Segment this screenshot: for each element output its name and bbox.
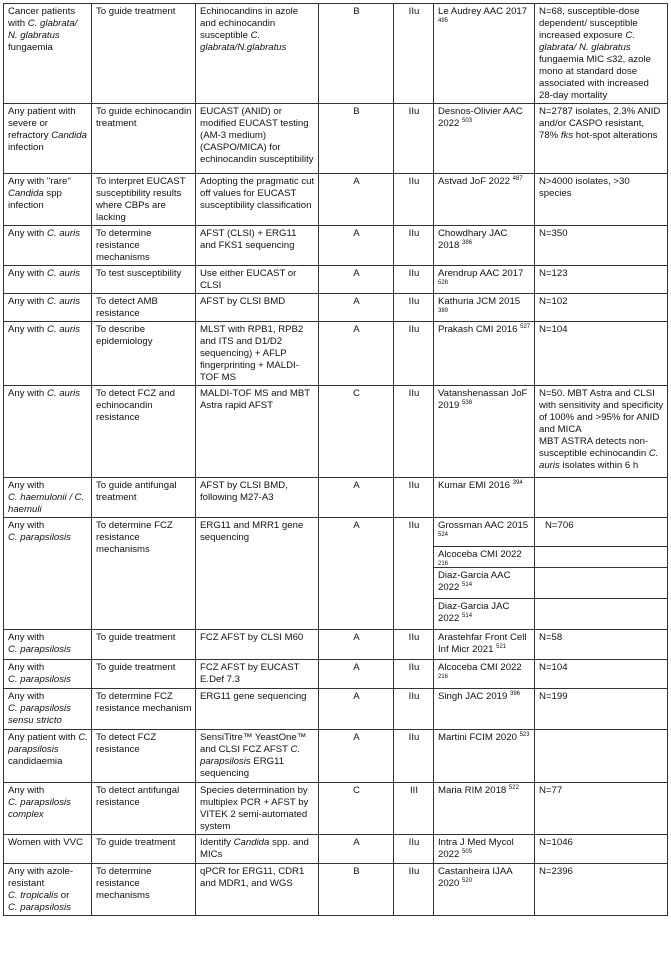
comment-cell: N=102 (535, 294, 668, 322)
comment-cell: N=123 (535, 266, 668, 294)
reference-cell (434, 835, 535, 864)
strength-cell: A (319, 174, 394, 226)
purpose-cell: To guide treatment (92, 4, 196, 104)
reference-cell (434, 864, 535, 916)
population-cell: Any with "rare" Candida spp infection (4, 174, 92, 226)
reference-text: Astvad JoF 2022 (438, 176, 513, 187)
purpose-cell: To determine resistance mechanisms (92, 864, 196, 916)
population-cell: Any with C. auris (4, 386, 92, 478)
reference-cell (434, 478, 535, 518)
reference-text: Maria RIM 2018 (438, 785, 509, 796)
table-row (4, 226, 668, 266)
quality-cell: IIu (394, 478, 434, 518)
purpose-cell: To guide echinocandin treatment (92, 104, 196, 174)
purpose-cell: To determine FCZ resistance mechanisms (92, 518, 196, 630)
test-cell: qPCR for ERG11, CDR1 and MDR1, and WGS (196, 864, 319, 916)
comment-cell: N=58 (535, 630, 668, 660)
reference-text: Diaz-Garcia JAC 2022 (438, 601, 510, 624)
test-cell: AFST by CLSI BMD (196, 294, 319, 322)
reference-number: 503 (462, 117, 473, 124)
comment-cell: N=2396 (535, 864, 668, 916)
reference-text: Alcoceba CMI 2022 (438, 662, 522, 673)
reference-number: 514 (462, 612, 473, 619)
table-row (4, 689, 668, 730)
reference-text: Arendrup AAC 2017 (438, 268, 524, 279)
strength-cell: A (319, 660, 394, 689)
reference-number: 523 (519, 731, 530, 738)
quality-cell: IIu (394, 104, 434, 174)
comment-cell: N=199 (535, 689, 668, 730)
population-cell: Any with C. auris (4, 266, 92, 294)
quality-cell: IIu (394, 294, 434, 322)
test-cell: Species determination by multiplex PCR + AFST by VITEK 2 semi-automated system (196, 783, 319, 835)
test-cell: Adopting the pragmatic cut off values for EUCAST susceptibility classification (196, 174, 319, 226)
comment-cell: N=350 (535, 226, 668, 266)
quality-cell: IIu (394, 864, 434, 916)
reference-number: 527 (520, 323, 531, 330)
population-cell: Any with C. auris (4, 294, 92, 322)
strength-cell: A (319, 322, 394, 386)
reference-text: Castanheira IJAA 2020 (438, 866, 513, 889)
table-row (4, 730, 668, 783)
table-row (4, 322, 668, 386)
table-row (4, 783, 668, 835)
reference-cell (434, 104, 535, 174)
purpose-cell: To detect FCZ and echinocandin resistance (92, 386, 196, 478)
purpose-cell: To describe epidemiology (92, 322, 196, 386)
comment-subcell (535, 568, 667, 599)
reference-cell (434, 630, 535, 660)
test-cell: MALDI-TOF MS and MBT Astra rapid AFST (196, 386, 319, 478)
comment-cell: N=77 (535, 783, 668, 835)
test-cell: AFST by CLSI BMD, following M27-A3 (196, 478, 319, 518)
quality-cell: IIu (394, 322, 434, 386)
reference-number: 505 (462, 848, 473, 855)
population-cell: Any patient with severe or refractory Candida infection (4, 104, 92, 174)
table-body (4, 4, 668, 916)
reference-text: Alcoceba CMI 2022 (438, 549, 522, 560)
quality-cell: IIu (394, 630, 434, 660)
purpose-cell: To detect AMB resistance (92, 294, 196, 322)
reference-cell (434, 689, 535, 730)
strength-cell: A (319, 226, 394, 266)
quality-cell: IIu (394, 4, 434, 104)
reference-cell (434, 518, 535, 630)
population-cell: Any with C. parapsilosis (4, 630, 92, 660)
reference-text: Kumar EMI 2016 (438, 480, 513, 491)
strength-cell: A (319, 835, 394, 864)
table-row (4, 660, 668, 689)
strength-cell: A (319, 630, 394, 660)
population-cell: Any with C. auris (4, 226, 92, 266)
purpose-cell: To determine FCZ resistance mechanism (92, 689, 196, 730)
quality-cell: IIu (394, 386, 434, 478)
strength-cell: A (319, 294, 394, 322)
comment-cell: N=50. MBT Astra and CLSI with sensitivity and specificity of 100% and >95% for ANID and MICA MBT ASTRA detects non-susceptible echinocandin C. auris isolates within 6 h (535, 386, 668, 478)
table-row (4, 174, 668, 226)
test-cell: Echinocandins in azole and echinocandin susceptible C. glabrata/N.glabratus (196, 4, 319, 104)
population-cell: Cancer patients with C. glabrata/ N. glabratus fungaemia (4, 4, 92, 104)
reference-number: 216 (438, 673, 449, 680)
table-row (4, 518, 668, 630)
reference-text: Vatanshenassan JoF 2019 (438, 388, 528, 411)
reference-subcell (434, 568, 534, 599)
reference-number: 389 (438, 307, 449, 314)
test-cell: ERG11 and MRR1 gene sequencing (196, 518, 319, 630)
reference-cell (434, 730, 535, 783)
reference-cell (434, 174, 535, 226)
quality-cell: IIu (394, 226, 434, 266)
evidence-table (3, 3, 668, 916)
reference-text: Intra J Med Mycol 2022 (438, 837, 514, 860)
test-cell: MLST with RPB1, RPB2 and ITS and D1/D2 sequencing) + AFLP fingerprinting + MALDI-TOF MS (196, 322, 319, 386)
strength-cell: B (319, 864, 394, 916)
test-cell: FCZ AFST by EUCAST E.Def 7.3 (196, 660, 319, 689)
reference-text: Kathuria JCM 2015 (438, 296, 521, 307)
reference-subcell (434, 518, 534, 547)
comment-cell: N=2787 isolates, 2.3% ANID and/or CASPO resistant, 78% fks hot-spot alterations (535, 104, 668, 174)
reference-cell (434, 4, 535, 104)
test-cell: Use either EUCAST or CLSI (196, 266, 319, 294)
comment-cell: N=68, susceptible-dose dependent/ susceptible increased exposure C. glabrata/ N. glabratus fungaemia MIC ≤32, azole mono at standard dose associated with increased 28-day mortality (535, 4, 668, 104)
reference-cell (434, 266, 535, 294)
strength-cell: C (319, 783, 394, 835)
population-cell: Any with C. haemulonii / C. haemuli (4, 478, 92, 518)
comment-subcell: N=706 (535, 518, 667, 547)
table-row (4, 386, 668, 478)
purpose-cell: To guide treatment (92, 660, 196, 689)
population-cell: Any with C. parapsilosis (4, 518, 92, 630)
population-cell: Any with C. parapsilosis (4, 660, 92, 689)
reference-number: 495 (438, 17, 449, 24)
table-row (4, 4, 668, 104)
table-row (4, 104, 668, 174)
population-cell: Any patient with C. parapsilosis candidaemia (4, 730, 92, 783)
reference-number: 487 (512, 175, 523, 182)
quality-cell: IIu (394, 660, 434, 689)
reference-cell (434, 783, 535, 835)
reference-number: 386 (462, 239, 473, 246)
population-cell: Any with azole-resistant C. tropicalis or C. parapsilosis (4, 864, 92, 916)
reference-number: 216 (438, 560, 449, 567)
test-cell: EUCAST (ANID) or modified EUCAST testing (AM-3 medium) (CASPO/MICA) for echinocandin susceptibility (196, 104, 319, 174)
purpose-cell: To guide treatment (92, 835, 196, 864)
reference-text: Arastehfar Front Cell Inf Micr 2021 (438, 632, 527, 655)
strength-cell: A (319, 478, 394, 518)
quality-cell: IIu (394, 730, 434, 783)
reference-number: 394 (512, 479, 523, 486)
reference-cell (434, 322, 535, 386)
purpose-cell: To interpret EUCAST susceptibility results where CBPs are lacking (92, 174, 196, 226)
reference-number: 524 (438, 531, 449, 538)
comment-cell (535, 478, 668, 518)
purpose-cell: To determine resistance mechanisms (92, 226, 196, 266)
population-cell: Women with VVC (4, 835, 92, 864)
reference-cell (434, 226, 535, 266)
reference-number: 396 (510, 690, 521, 697)
quality-cell: IIu (394, 835, 434, 864)
table-row (4, 864, 668, 916)
test-cell: ERG11 gene sequencing (196, 689, 319, 730)
population-cell: Any with C. auris (4, 322, 92, 386)
reference-number: 528 (438, 279, 449, 286)
strength-cell: B (319, 4, 394, 104)
strength-cell: B (319, 104, 394, 174)
reference-text: Prakash CMI 2016 (438, 324, 521, 335)
reference-number: 520 (462, 877, 473, 884)
test-cell: SensiTitre™ YeastOne™ and CLSI FCZ AFST C. parapsilosis ERG11 sequencing (196, 730, 319, 783)
comment-subcell (535, 599, 667, 629)
quality-cell: III (394, 783, 434, 835)
reference-text: Desnos-Olivier AAC 2022 (438, 106, 523, 129)
strength-cell: A (319, 518, 394, 630)
test-cell: FCZ AFST by CLSI M60 (196, 630, 319, 660)
population-cell: Any with C. parapsilosis sensu stricto (4, 689, 92, 730)
quality-cell: IIu (394, 518, 434, 630)
reference-cell (434, 386, 535, 478)
quality-cell: IIu (394, 174, 434, 226)
strength-cell: A (319, 266, 394, 294)
table-row (4, 835, 668, 864)
comment-cell: N>4000 isolates, >30 species (535, 174, 668, 226)
reference-number: 514 (462, 581, 473, 588)
comment-cell: N=1046 (535, 835, 668, 864)
table-row (4, 478, 668, 518)
comment-cell (535, 518, 668, 630)
comment-cell (535, 730, 668, 783)
quality-cell: IIu (394, 689, 434, 730)
reference-cell (434, 660, 535, 689)
table-row (4, 266, 668, 294)
purpose-cell: To detect FCZ resistance (92, 730, 196, 783)
reference-text: Grossman AAC 2015 (438, 520, 529, 531)
purpose-cell: To guide antifungal treatment (92, 478, 196, 518)
reference-subcell (434, 599, 534, 629)
test-cell: AFST (CLSI) + ERG11 and FKS1 sequencing (196, 226, 319, 266)
strength-cell: C (319, 386, 394, 478)
purpose-cell: To test susceptibility (92, 266, 196, 294)
reference-text: Singh JAC 2019 (438, 691, 510, 702)
reference-text: Martini FCIM 2020 (438, 732, 520, 743)
population-cell: Any with C. parapsilosis complex (4, 783, 92, 835)
quality-cell: IIu (394, 266, 434, 294)
reference-subcell (434, 547, 534, 568)
comment-subcell (535, 547, 667, 568)
strength-cell: A (319, 730, 394, 783)
reference-text: Diaz-Garcia AAC 2022 (438, 570, 511, 593)
purpose-cell: To guide treatment (92, 630, 196, 660)
reference-text: Le Audrey AAC 2017 (438, 6, 528, 17)
comment-cell: N=104 (535, 322, 668, 386)
reference-text: Chowdhary JAC 2018 (438, 228, 508, 251)
strength-cell: A (319, 689, 394, 730)
reference-number: 538 (462, 399, 473, 406)
comment-cell: N=104 (535, 660, 668, 689)
reference-cell (434, 294, 535, 322)
purpose-cell: To detect antifungal resistance (92, 783, 196, 835)
table-row (4, 294, 668, 322)
reference-number: 521 (496, 643, 507, 650)
table-row (4, 630, 668, 660)
test-cell: Identify Candida spp. and MICs (196, 835, 319, 864)
reference-number: 522 (508, 784, 519, 791)
